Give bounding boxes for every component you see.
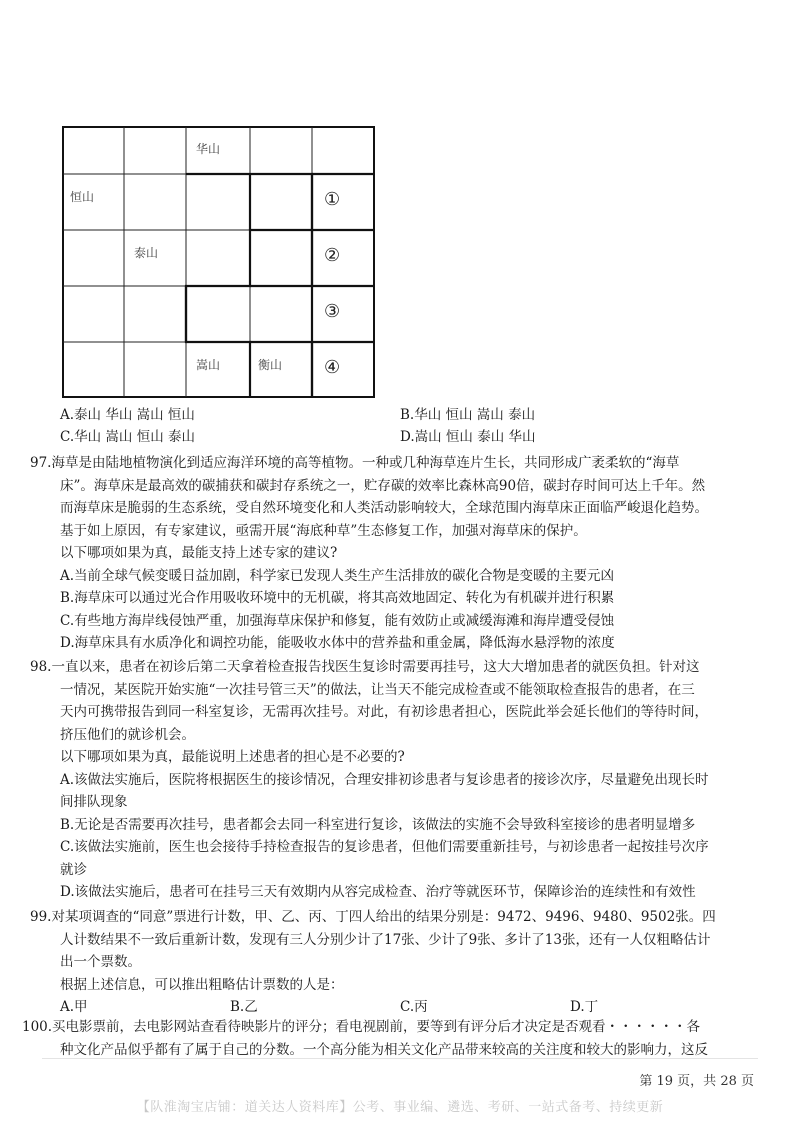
q99-stem-line: 出一个票数。 xyxy=(60,954,141,970)
cell-taishan: 泰山 xyxy=(134,246,159,260)
q97-option-c: C.有些地方海岸线侵蚀严重，加强海草床保护和修复，能有效防止或减缓海滩和海岸遭受侵蚀 xyxy=(60,612,615,629)
q96-option-c: C.华山 嵩山 恒山 泰山 xyxy=(60,429,196,445)
footer-divider xyxy=(42,1058,758,1059)
circle-3: ③ xyxy=(324,301,341,322)
circle-2: ② xyxy=(324,245,341,266)
cell-hengshan-south: 衡山 xyxy=(258,358,283,372)
q98-stem-line: 天内可携带报告到同一科室复诊，无需再次挂号。对此，有初诊患者担心，医院此举会延长他们的等待时间， xyxy=(60,704,708,720)
q97-stem-line: 97.海草是由陆地植物演化到适应海洋环境的高等植物。一种或几种海草连片生长，共同形成广袤柔软的“海草 xyxy=(30,455,680,471)
q98-option-a: A.该做法实施后，医院将根据医生的接诊情况，合理安排初诊患者与复诊患者的接诊次序，尽量避免出现长时 xyxy=(60,771,709,788)
circle-1: ① xyxy=(324,189,341,210)
q98-option-b: B.无论是否需要再次挂号，患者都会去同一科室进行复诊，该做法的实施不会导致科室接诊的患者明显增多 xyxy=(60,816,696,833)
q97-stem-line: 床”。海草床是最高效的碳捕获和碳封存系统之一，贮存碳的效率比森林高90倍，碳封存时间可达上千年。然 xyxy=(60,477,706,494)
question-97 xyxy=(30,452,756,655)
cell-huashan: 华山 xyxy=(196,142,221,156)
q97-stem-line: 基于如上原因，有专家建议，亟需开展“海底种草”生态修复工作，加强对海草床的保护。 xyxy=(60,522,587,539)
q98-stem-line: 挤压他们的就诊机会。 xyxy=(60,726,195,743)
q98-stem-line: 98.一直以来，患者在初诊后第二天拿着检查报告找医生复诊时需要再挂号，这大大增加患者的就医负担。针对这 xyxy=(30,659,700,675)
q99-question: 根据上述信息，可以推出粗略估计票数的人是： xyxy=(60,976,344,993)
page-number: 第 19 页，共 28 页 xyxy=(639,1074,754,1089)
q98-stem-line: 一情况，某医院开始实施“一次挂号管三天”的做法，让当天不能完成检查或不能领取检查报告的患者，在三 xyxy=(60,681,695,698)
question-99 xyxy=(30,906,756,1019)
q98-option-c: C.该做法实施前，医生也会接待手持检查报告的复诊患者，但他们需要重新挂号，与初诊患者一起按挂号次序 xyxy=(60,839,709,855)
q98-option-a-cont: 间排队现象 xyxy=(60,794,128,810)
question-98 xyxy=(30,656,756,904)
q97-question: 以下哪项如果为真，最能支持上述专家的建议? xyxy=(60,545,338,561)
q98-question: 以下哪项如果为真，最能说明上述患者的担心是不必要的? xyxy=(60,749,405,765)
q96-option-a: A.泰山 华山 嵩山 恒山 xyxy=(60,407,195,423)
q99-option-a: A.甲 xyxy=(60,999,88,1015)
q100-stem-line: 种文化产品似乎都有了属于自己的分数。一个高分能为相关文化产品带来较高的关注度和较大的影响力，这反 xyxy=(60,1041,708,1058)
q97-stem-line: 而海草床是脆弱的生态系统，受自然环境变化和人类活动影响较大，全球范围内海草床正面临严峻退化趋势。 xyxy=(60,500,708,516)
q97-option-b: B.海草床可以通过光合作用吸收环境中的无机碳，将其高效地固定、转化为有机碳并进行积累 xyxy=(60,590,615,606)
q98-option-d: D.该做法实施后，患者可在挂号三天有效期内从容完成检查、治疗等就医环节，保障诊治的连续性和有效性 xyxy=(60,884,696,900)
watermark: 【队淮淘宝店铺：道关达人资料库】公考、事业编、遴选、考研、一站式备考、持续更新 xyxy=(136,1100,664,1115)
circle-4: ④ xyxy=(324,357,341,378)
q97-option-d: D.海草床具有水质净化和调控功能，能吸收水体中的营养盐和重金属，降低海水悬浮物的浓度 xyxy=(60,635,615,651)
q100-stem-line: 100.买电影票前，去电影网站查看待映影片的评分；看电视剧前，要等到有评分后才决定是否观看・・・・・・各 xyxy=(22,1019,701,1035)
q99-stem-line: 人计数结果不一致后重新计数，发现有三人分别少计了17张、少计了9张、多计了13张，还有一人仅粗略估计 xyxy=(60,931,711,948)
cell-hengshan-north: 恒山 xyxy=(70,190,95,204)
cell-songshan: 嵩山 xyxy=(196,358,221,372)
q99-option-c: C.丙 xyxy=(400,999,428,1015)
q99-option-b: B.乙 xyxy=(230,999,258,1015)
q99-option-d: D.丁 xyxy=(570,999,599,1015)
q98-option-c-cont: 就诊 xyxy=(60,861,87,878)
mountain-grid-figure xyxy=(62,126,375,398)
q96-option-b: B.华山 恒山 嵩山 泰山 xyxy=(400,407,536,423)
question-100 xyxy=(22,1016,756,1061)
q96-option-d: D.嵩山 恒山 泰山 华山 xyxy=(400,429,536,445)
q99-stem-line: 99.对某项调查的“同意”票进行计数，甲、乙、丙、丁四人给出的结果分别是：9472、9496、9480、9502张。四 xyxy=(30,909,716,925)
q97-option-a: A.当前全球气候变暖日益加剧，科学家已发现人类生产生活排放的碳化合物是变暖的主要元凶 xyxy=(60,567,615,584)
